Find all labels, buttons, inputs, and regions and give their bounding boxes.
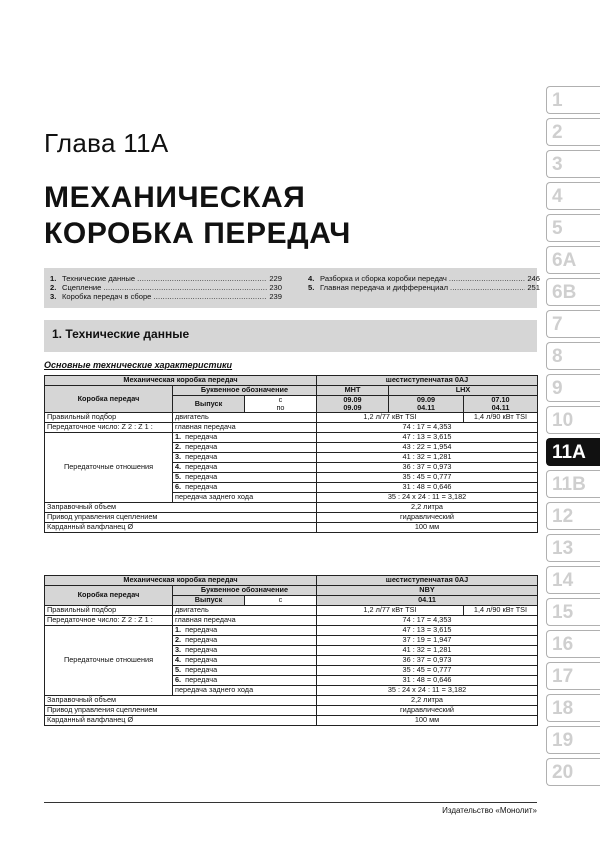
section-title: 1. Технические данные (52, 327, 190, 341)
gear-label: 5. передача (173, 473, 317, 483)
toc-item[interactable] (50, 274, 282, 283)
chapter-tab[interactable]: 8 (546, 342, 600, 370)
toc-num: 4. (308, 274, 315, 283)
gear-value: 36 : 37 = 0,973 (317, 463, 538, 473)
gear-label: 6. передача (173, 483, 317, 493)
final-ratio: 74 : 17 = 4,353 (317, 616, 538, 626)
spec-table-1 (44, 375, 538, 533)
chapter-tab[interactable]: 7 (546, 310, 600, 338)
gear-label: 5. передача (173, 666, 317, 676)
clutch-value: гидравлический (317, 706, 538, 716)
toc-num: 1. (50, 274, 57, 283)
chapter-tabs (546, 86, 600, 790)
code: NBY (317, 586, 538, 596)
gears-label: Передаточные отношения (45, 433, 173, 503)
subtitle: Основные технические характеристики (44, 360, 233, 370)
chapter-tab[interactable]: 6A (546, 246, 600, 274)
chapter-tab[interactable]: 9 (546, 374, 600, 402)
row-fit-sub: двигатель (173, 413, 317, 423)
title-line-1: МЕХАНИЧЕСКАЯ (44, 181, 306, 214)
gear-label: 3. передача (173, 453, 317, 463)
chapter-tab[interactable]: 13 (546, 534, 600, 562)
chapter-tab[interactable]: 14 (546, 566, 600, 594)
toc-num: 3. (50, 292, 57, 301)
spec-table-2 (44, 575, 538, 726)
code-b: LHX (389, 386, 538, 396)
reverse-label: передача заднего хода (173, 686, 317, 696)
reverse-label: передача заднего хода (173, 493, 317, 503)
date-b: 09.09 04.11 (389, 396, 464, 413)
gear-label: 1. передача (173, 626, 317, 636)
toc-page: 239 (269, 292, 282, 301)
reverse-value: 35 : 24 x 24 : 11 = 3,182 (317, 686, 538, 696)
date-a: 09.09 09.09 (317, 396, 389, 413)
toc-dots (137, 274, 267, 283)
date-c: 07.10 04.11 (464, 396, 538, 413)
toc-page: 230 (269, 283, 282, 292)
toc-page: 251 (527, 283, 540, 292)
final-ratio: 74 : 17 = 4,353 (317, 423, 538, 433)
from-to: с по (245, 396, 317, 413)
row-ratio-sub: главная передача (173, 616, 317, 626)
chapter-tab[interactable]: 5 (546, 214, 600, 242)
row-fit-sub: двигатель (173, 606, 317, 616)
gears-label: Передаточные отношения (45, 626, 173, 696)
title-line-2: КОРОБКА ПЕРЕДАЧ (44, 217, 351, 250)
gear-value: 41 : 32 = 1,281 (317, 646, 538, 656)
footer-divider (44, 802, 537, 803)
flange-value: 100 мм (317, 716, 538, 726)
gear-value: 31 : 48 = 0,646 (317, 676, 538, 686)
table-of-contents (44, 268, 540, 308)
row-ratio-label: Передаточное число: Z 2 : Z 1 : (45, 423, 173, 433)
chapter-tab[interactable]: 11B (546, 470, 600, 498)
toc-dots (103, 283, 267, 292)
reverse-value: 35 : 24 x 24 : 11 = 3,182 (317, 493, 538, 503)
gear-value: 37 : 19 = 1,947 (317, 636, 538, 646)
toc-label: Сцепление (62, 283, 102, 292)
date: 04.11 (317, 596, 538, 606)
code-a: MHT (317, 386, 389, 396)
header-box: Коробка передач (45, 586, 173, 606)
engine-a: 1,2 л/77 кВт TSI (317, 606, 464, 616)
toc-item[interactable] (50, 292, 282, 301)
row-ratio-label: Передаточное число: Z 2 : Z 1 : (45, 616, 173, 626)
chapter-tab[interactable]: 17 (546, 662, 600, 690)
gear-label: 6. передача (173, 676, 317, 686)
clutch-label: Привод управления сцеплением (45, 513, 317, 523)
toc-item[interactable] (50, 283, 282, 292)
engine-b: 1,4 л/90 кВт TSI (464, 413, 538, 423)
row-ratio-sub: главная передача (173, 423, 317, 433)
chapter-tab[interactable]: 16 (546, 630, 600, 658)
clutch-value: гидравлический (317, 513, 538, 523)
toc-label: Главная передача и дифференциал (320, 283, 449, 292)
chapter-tab-active[interactable]: 11A (546, 438, 600, 466)
fill-value: 2,2 литра (317, 503, 538, 513)
gear-value: 36 : 37 = 0,973 (317, 656, 538, 666)
clutch-label: Привод управления сцеплением (45, 706, 317, 716)
header-type: шестиступенчатая 0AJ (317, 376, 538, 386)
gear-label: 3. передача (173, 646, 317, 656)
chapter-tab[interactable]: 2 (546, 118, 600, 146)
header-code: Буквенное обозначение (173, 386, 317, 396)
toc-num: 5. (308, 283, 315, 292)
row-fit-label: Правильный подбор (45, 606, 173, 616)
toc-item[interactable] (308, 274, 540, 283)
chapter-tab[interactable]: 19 (546, 726, 600, 754)
chapter-tab[interactable]: 12 (546, 502, 600, 530)
row-fit-label: Правильный подбор (45, 413, 173, 423)
header-code: Буквенное обозначение (173, 586, 317, 596)
toc-page: 246 (527, 274, 540, 283)
gear-value: 41 : 32 = 1,281 (317, 453, 538, 463)
gear-value: 35 : 45 = 0,777 (317, 666, 538, 676)
toc-column-right (308, 274, 540, 292)
gear-value: 43 : 22 = 1,954 (317, 443, 538, 453)
chapter-tab[interactable]: 6B (546, 278, 600, 306)
flange-label: Карданный валфланец Ø (45, 716, 317, 726)
gear-value: 47 : 13 = 3,615 (317, 433, 538, 443)
toc-item[interactable] (308, 283, 540, 292)
from: с (245, 596, 317, 606)
gear-label: 4. передача (173, 656, 317, 666)
toc-dots (450, 283, 525, 292)
toc-label: Коробка передач в сборе (62, 292, 152, 301)
chapter-tab[interactable]: 3 (546, 150, 600, 178)
header-release: Выпуск (173, 596, 245, 606)
gear-label: 4. передача (173, 463, 317, 473)
header-box: Коробка передач (45, 386, 173, 413)
gear-value: 47 : 13 = 3,615 (317, 626, 538, 636)
toc-page: 229 (269, 274, 282, 283)
fill-label: Заправочный объем (45, 696, 317, 706)
chapter-tab[interactable]: 18 (546, 694, 600, 722)
fill-value: 2,2 литра (317, 696, 538, 706)
chapter-tab[interactable]: 10 (546, 406, 600, 434)
engine-a: 1,2 л/77 кВт TSI (317, 413, 464, 423)
chapter-tab[interactable]: 15 (546, 598, 600, 626)
engine-b: 1,4 л/90 кВт TSI (464, 606, 538, 616)
publisher: Издательство «Монолит» (442, 806, 537, 815)
header-release: Выпуск (173, 396, 245, 413)
fill-label: Заправочный объем (45, 503, 317, 513)
chapter-tab[interactable]: 20 (546, 758, 600, 786)
chapter-tab[interactable]: 4 (546, 182, 600, 210)
gear-label: 2. передача (173, 443, 317, 453)
toc-num: 2. (50, 283, 57, 292)
flange-label: Карданный валфланец Ø (45, 523, 317, 533)
toc-dots (153, 292, 267, 301)
gear-label: 2. передача (173, 636, 317, 646)
header-type: шестиступенчатая 0AJ (317, 576, 538, 586)
gear-label: 1. передача (173, 433, 317, 443)
gear-value: 35 : 45 = 0,777 (317, 473, 538, 483)
chapter-tab[interactable]: 1 (546, 86, 600, 114)
toc-dots (449, 274, 525, 283)
flange-value: 100 мм (317, 523, 538, 533)
header-gearbox: Механическая коробка передач (45, 376, 317, 386)
gear-value: 31 : 48 = 0,646 (317, 483, 538, 493)
toc-label: Технические данные (62, 274, 136, 283)
section-header (44, 320, 537, 352)
toc-column-left (50, 274, 282, 301)
header-gearbox: Механическая коробка передач (45, 576, 317, 586)
toc-label: Разборка и сборка коробки передач (320, 274, 447, 283)
chapter-label: Глава 11А (44, 128, 169, 158)
main-title (44, 180, 351, 252)
